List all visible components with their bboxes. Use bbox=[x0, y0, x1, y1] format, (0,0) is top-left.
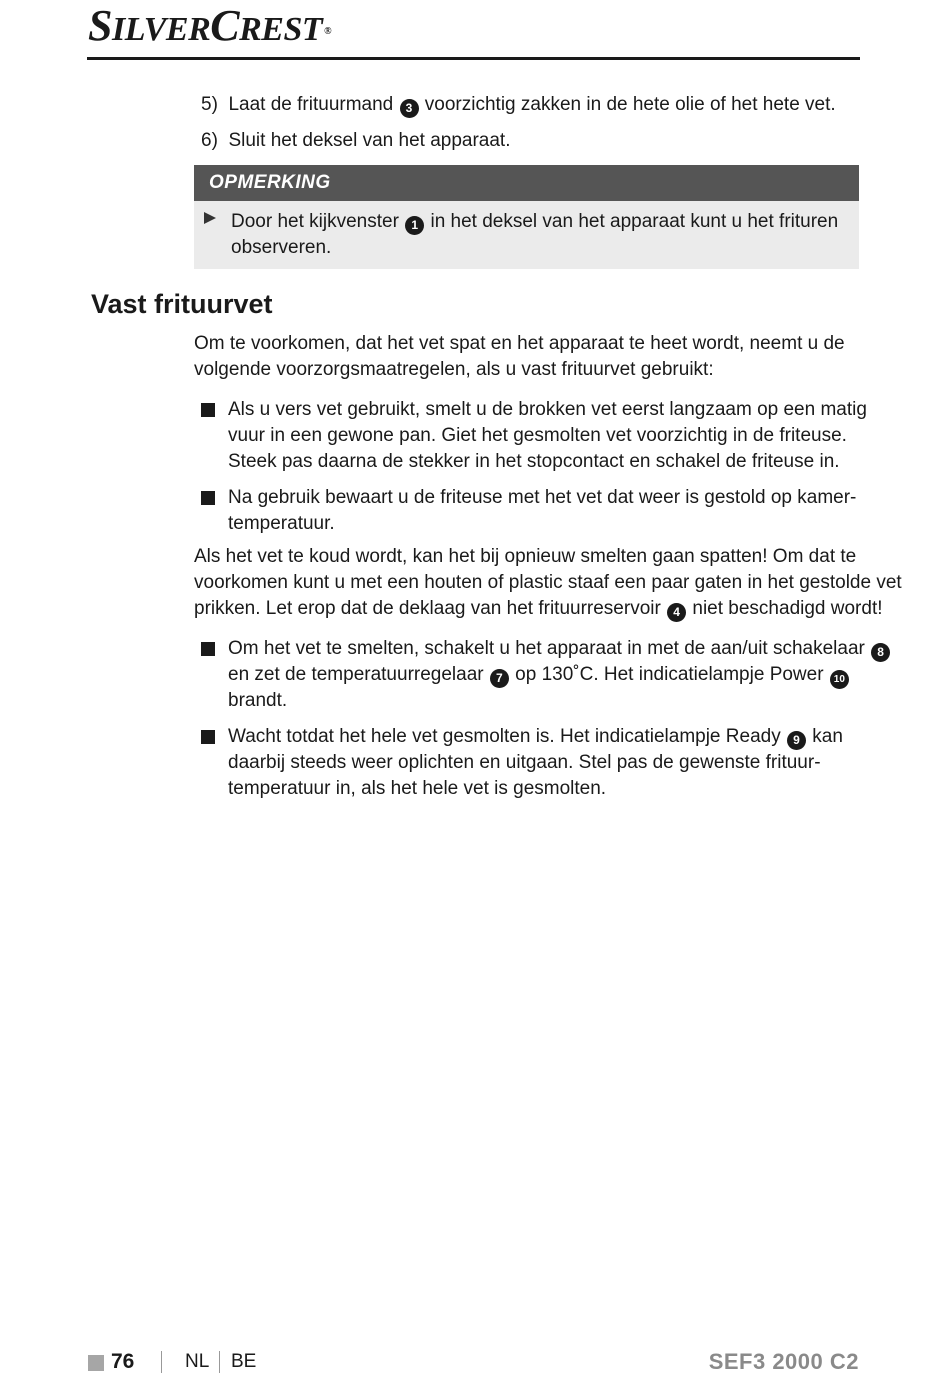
page-number: 76 bbox=[111, 1350, 135, 1373]
bullet-2-line-1: Na gebruik bewaart u de friteuse met het vet dat weer is gestold op kamer- bbox=[228, 487, 857, 508]
note-title: OPMERKING bbox=[209, 172, 331, 193]
bullet-4-line-1: Wacht totdat het hele vet gesmolten is. Het indicatielampje Ready 9 kan bbox=[228, 724, 843, 750]
footer-lang-be: BE bbox=[231, 1351, 257, 1372]
bullet-square-icon bbox=[201, 642, 215, 656]
bullet-4-line-3: temperatuur in, als het hele vet is gesmolten. bbox=[228, 778, 607, 799]
ref-badge: 9 bbox=[787, 731, 806, 750]
footer-square-icon bbox=[88, 1355, 104, 1371]
ref-badge: 10 bbox=[830, 670, 849, 689]
model-number: SEF3 2000 C2 bbox=[708, 1349, 859, 1374]
bullet-3-line-3: brandt. bbox=[228, 690, 288, 711]
bullet-1-line-2: vuur in een gewone pan. Giet het gesmolten vet voorzichtig in de friteuse. bbox=[228, 425, 847, 446]
paragraph-line-1: Als het vet te koud wordt, kan het bij opnieuw smelten gaan spatten! Om dat te bbox=[194, 546, 857, 567]
section-title: Vast frituurvet bbox=[91, 289, 273, 319]
footer-separator bbox=[219, 1351, 220, 1373]
step-6: 6) Sluit het deksel van het apparaat. bbox=[201, 130, 511, 151]
step-5: 5) Laat de frituurmand 3 voorzichtig zakken in de hete olie of het hete vet. bbox=[201, 92, 836, 118]
ref-badge: 7 bbox=[490, 669, 509, 688]
intro-line-1: Om te voorkomen, dat het vet spat en het apparaat te heet wordt, neemt u de bbox=[194, 333, 845, 354]
note-line-1: Door het kijkvenster 1 in het deksel van het apparaat kunt u het frituren bbox=[231, 209, 838, 235]
bullet-1-line-3: Steek pas daarna de stekker in het stopcontact en schakel de friteuse in. bbox=[228, 451, 840, 472]
ref-badge: 4 bbox=[667, 603, 686, 622]
arrow-right-icon bbox=[204, 212, 216, 224]
note-header bbox=[194, 165, 859, 201]
paragraph-line-3: prikken. Let erop dat de deklaag van het frituurreservoir 4 niet beschadigd wordt! bbox=[194, 596, 883, 622]
bullet-3-line-2: en zet de temperatuurregelaar 7 op 130˚C. Het indicatielampje Power 10 bbox=[228, 662, 850, 689]
bullet-square-icon bbox=[201, 491, 215, 505]
header-divider bbox=[87, 57, 860, 60]
bullet-2-line-2: temperatuur. bbox=[228, 513, 335, 534]
bullet-4-line-2: daarbij steeds weer oplichten en uitgaan. Stel pas de gewenste frituur- bbox=[228, 752, 821, 773]
intro-line-2: volgende voorzorgsmaatregelen, als u vast frituurvet gebruikt: bbox=[194, 359, 714, 380]
footer-lang-nl: NL bbox=[185, 1351, 210, 1372]
note-line-2: observeren. bbox=[231, 237, 332, 258]
footer-separator bbox=[161, 1351, 162, 1373]
ref-badge: 3 bbox=[400, 99, 419, 118]
bullet-square-icon bbox=[201, 730, 215, 744]
bullet-square-icon bbox=[201, 403, 215, 417]
brand-logo: SILVERCREST ® bbox=[88, 1, 332, 50]
bullet-1-line-1: Als u vers vet gebruikt, smelt u de brokken vet eerst langzaam op een matig bbox=[228, 399, 867, 420]
paragraph-line-2: voorkomen kunt u met een houten of plastic staaf een paar gaten in het gestolde vet bbox=[194, 572, 902, 593]
ref-badge: 1 bbox=[405, 216, 424, 235]
bullet-3-line-1: Om het vet te smelten, schakelt u het apparaat in met de aan/uit schakelaar 8 bbox=[228, 636, 891, 662]
ref-badge: 8 bbox=[871, 643, 890, 662]
